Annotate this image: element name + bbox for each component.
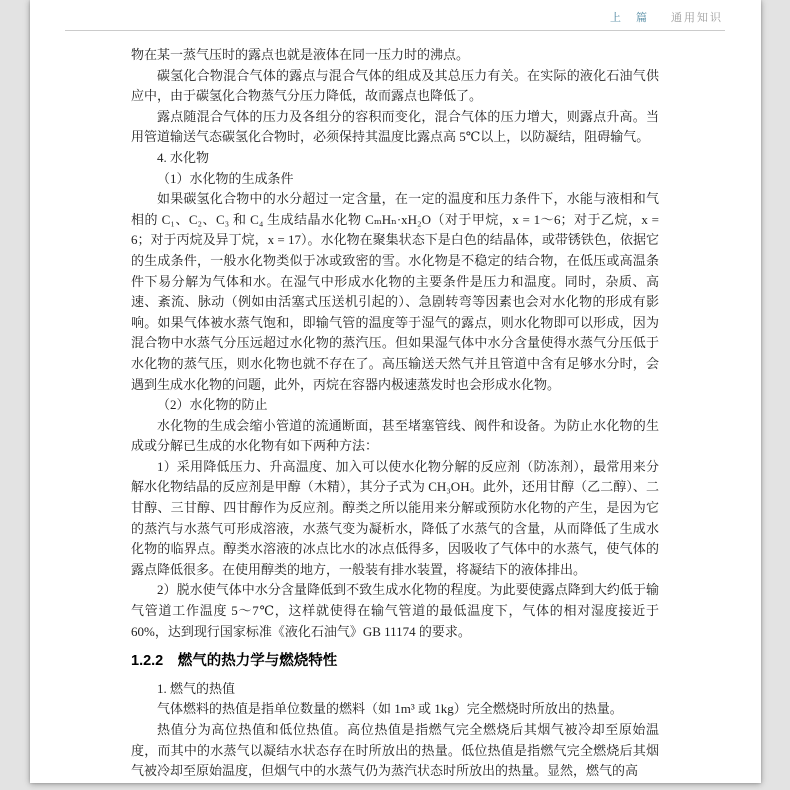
list-item-heading: （2）水化物的防止: [157, 397, 268, 413]
paragraph: 气体燃料的热值是指单位数量的燃料（如 1m³ 或 1kg）完全燃烧时所放出的热量。: [157, 701, 623, 717]
book-page: [30, 0, 761, 783]
paragraph: 水化物的生成会缩小管道的流通断面，甚至堵塞管线、阀件和设备。为防止水化物的生成或分解已生成的水化物有如下两种方法：: [131, 417, 659, 454]
page-content: [131, 45, 659, 782]
section-heading: 1.2.2 燃气的热力学与燃烧特性: [131, 653, 338, 670]
page-header: [65, 0, 725, 31]
paragraph-continuation: 物在某一蒸气压时的露点也就是液体在同一压力时的沸点。: [131, 47, 470, 62]
paragraph: 碳氢化合物混合气体的露点与混合气体的组成及其总压力有关。在实际的液化石油气供应中，由于碳氢化合物蒸气分压力降低，故而露点也降低了。: [131, 67, 659, 104]
paragraph: 热值分为高位热值和低位热值。高位热值是指燃气完全燃烧后其烟气被冷却至原始温度，而其中的水蒸气以凝结水状态存在时所放出的热量。低位热值是指燃气完全燃烧后其烟气被冷却至原始温度，但烟气中的水蒸气仍为蒸汽状态时所放出的热量。显然，燃气的高: [131, 722, 659, 779]
list-item-heading: 1. 燃气的热值: [157, 680, 236, 696]
paragraph: 如果碳氢化合物中的水分超过一定含量，在一定的温度和压力条件下，水能与液相和气相的 C₁、C₂、C₃ 和 C₄ 生成结晶水化物 CₘHₙ·xH₂O（对于甲烷，x = 1～6；对于乙烷，x = 6；对于丙烷及异丁烷，x = 17）。水化物在聚集状态下是白色的结晶体，或带锈铁色，依据它的生成条件，一般水化物类似于冰或致密的雪。水化物是不稳定的结合物，在低压或高温条件下易分解为气体和水。在湿气中形成水化物的主要条件是压力和温度。同时，杂质、高速、紊流、脉动（例如由活塞式压送机引起的）、急剧转弯等因素也会对水化物的形成有影响。如果气体被水蒸气饱和，即输气管的温度等于湿气的露点，则水化物即可以形成，因为混合物中水蒸气分压远超过水化物的蒸汽压。但如果湿气体中水分含量使得水蒸气分压低于水化物的蒸气压，则水化物也就不存在了。高压输送天然气并且管道中含有足够水分时，会遇到生成水化物的问题，此外，丙烷在容器内极速蒸发时也会形成水化物。: [131, 191, 659, 392]
paragraph: 1）采用降低压力、升高温度、加入可以使水化物分解的反应剂（防冻剂），最常用来分解水化物结晶的反应剂是甲醇（木精），其分子式为 CH₃OH。此外，还用甘醇（乙二醇）、二甘醇、三甘醇、四甘醇作为反应剂。醇类之所以能用来分解或预防水化物的产生，是因为它的蒸汽与水蒸气可形成溶液，水蒸气变为凝析水，降低了水蒸气的含量，从而降低了生成水化物的临界点。醇类水溶液的冰点比水的冰点低得多，因吸收了气体中的水蒸气，使气体的露点降低很多。在使用醇类的地方，一般装有排水装置，将凝结下的液体排出。: [131, 458, 659, 577]
header-part-label: 上 篇: [610, 12, 649, 24]
paragraph: 2）脱水使气体中水分含量降低到不致生成水化物的程度。为此要使露点降到大约低于输气管道工作温度 5～7℃，这样就使得在输气管道的最低温度下，气体的相对湿度接近于 60%，达到现行国家标准《液化石油气》GB 11174 的要求。: [131, 582, 659, 639]
list-item-heading: 4. 水化物: [157, 149, 210, 165]
list-item-heading: （1）水化物的生成条件: [157, 170, 294, 186]
header-section-label: 通用知识: [671, 12, 723, 24]
paragraph: 露点随混合气体的压力及各组分的容积而变化，混合气体的压力增大，则露点升高。当用管道输送气态碳氢化合物时，必须保持其温度比露点高 5℃以上，以防凝结，阻碍输气。: [131, 108, 659, 145]
